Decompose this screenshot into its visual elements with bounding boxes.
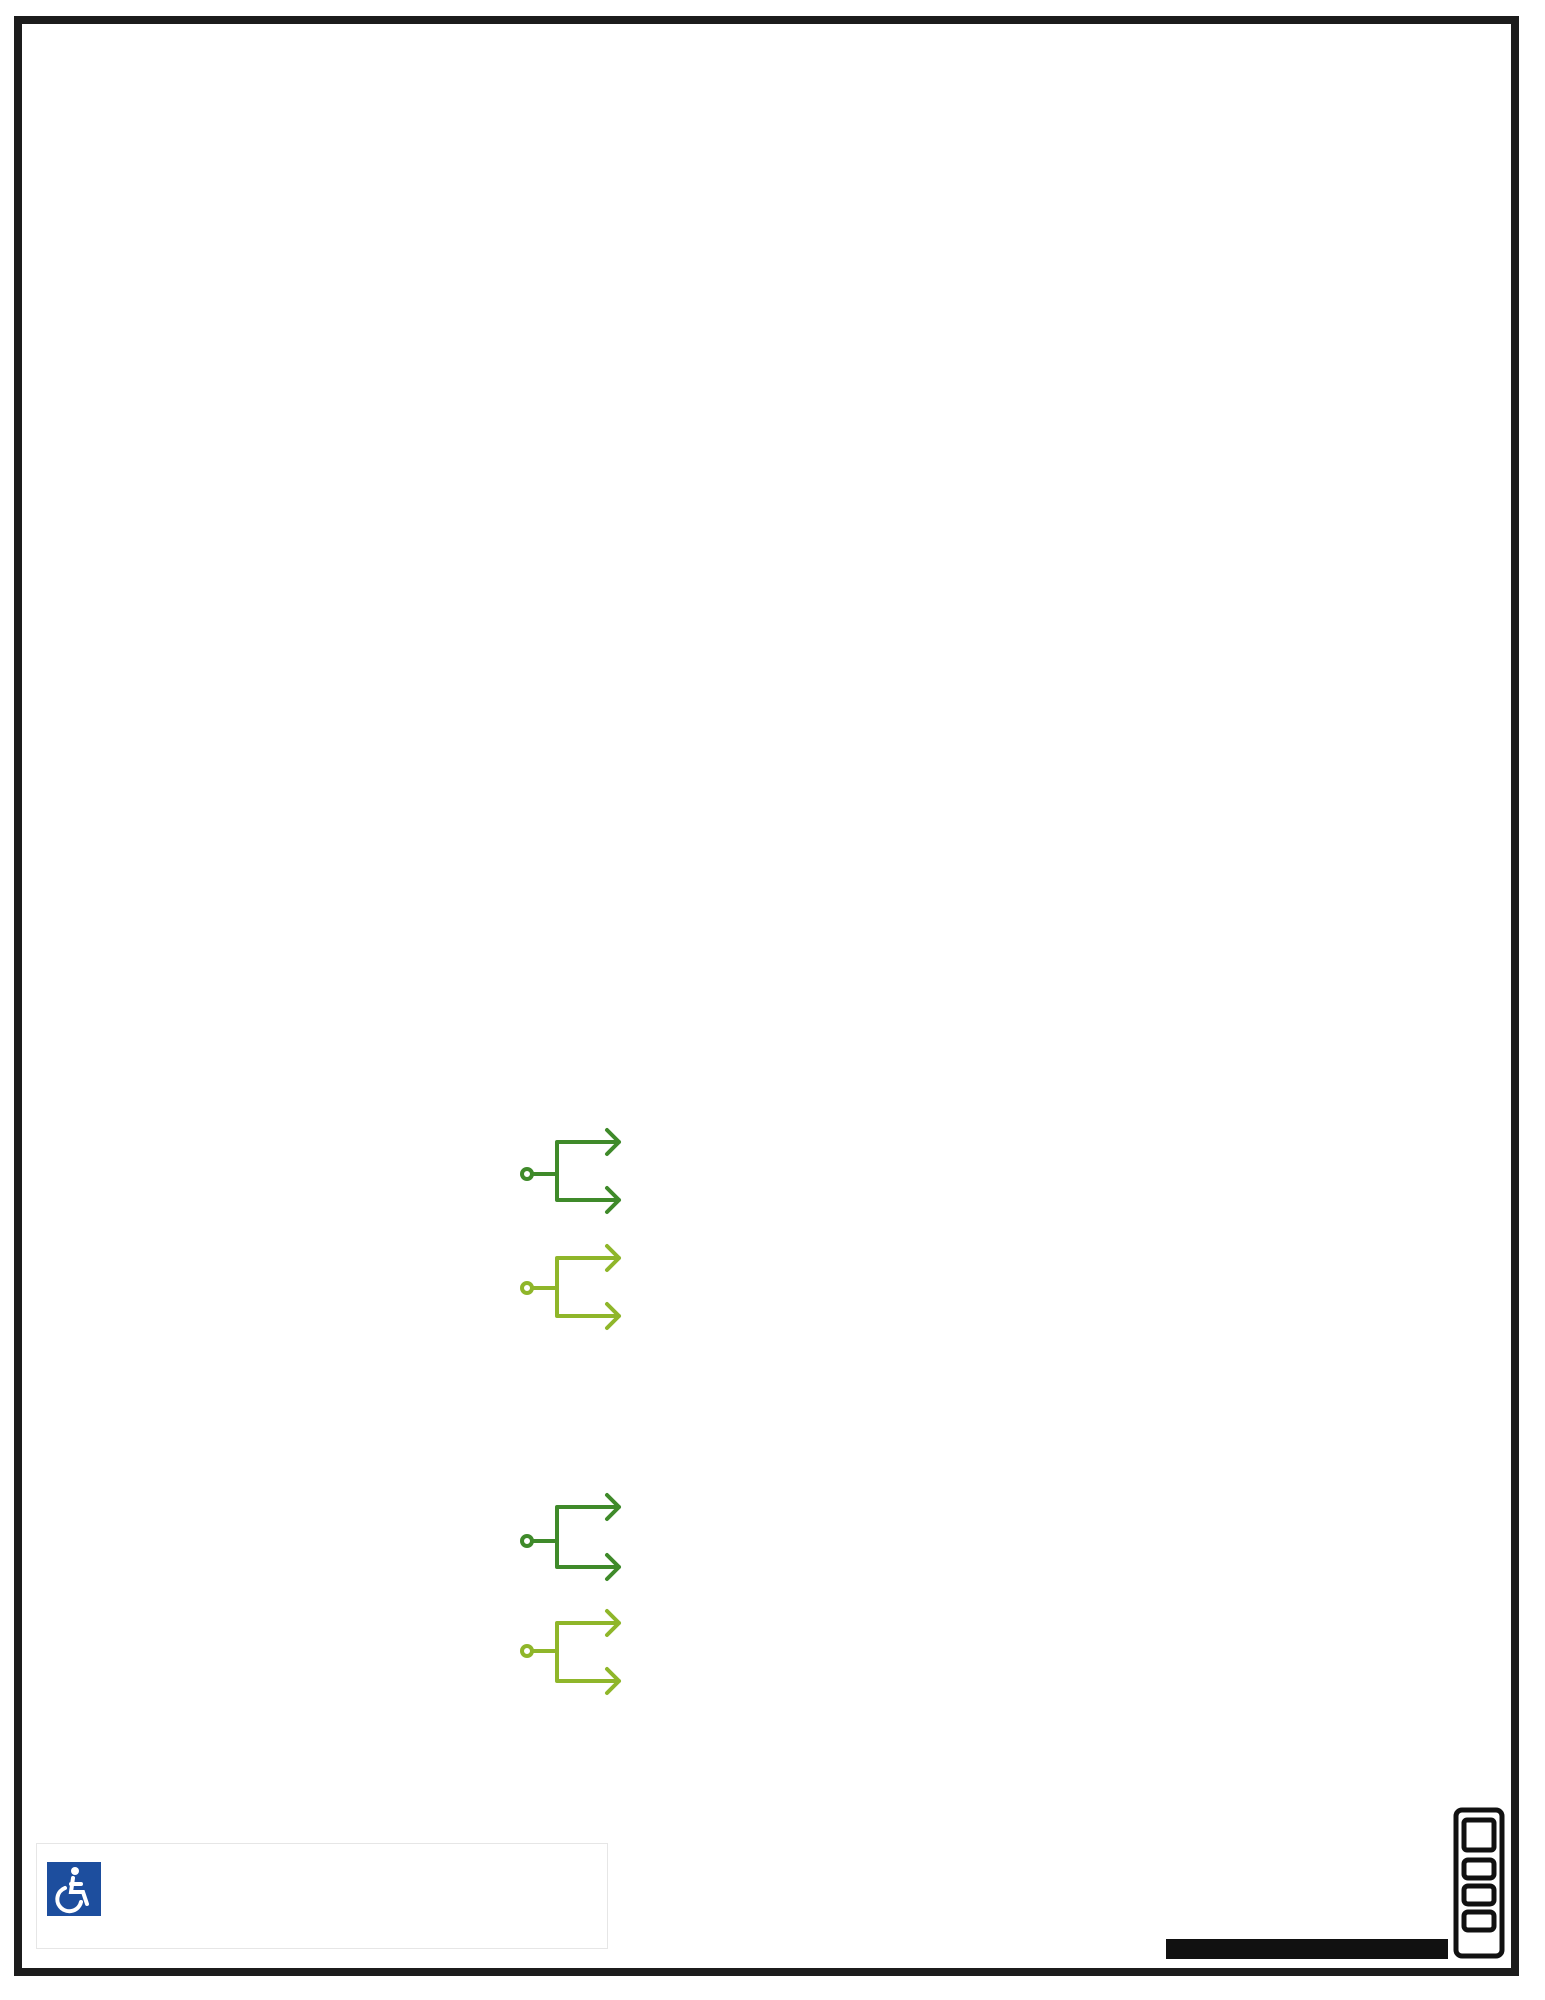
arrow-icon <box>522 1495 619 1579</box>
wheelchair-icon <box>47 1862 101 1916</box>
calculator-icon <box>1456 1810 1502 1956</box>
arrow-icon <box>522 1611 619 1693</box>
arrow-icon <box>522 1130 619 1212</box>
accessibility-notice <box>36 1843 608 1949</box>
logs-bracket-arrows <box>515 1485 630 1715</box>
jams-logo <box>1160 1800 1510 1965</box>
trig-bracket-arrows <box>515 1120 630 1350</box>
poster-border <box>14 16 1519 1976</box>
arrow-icon <box>522 1246 619 1328</box>
